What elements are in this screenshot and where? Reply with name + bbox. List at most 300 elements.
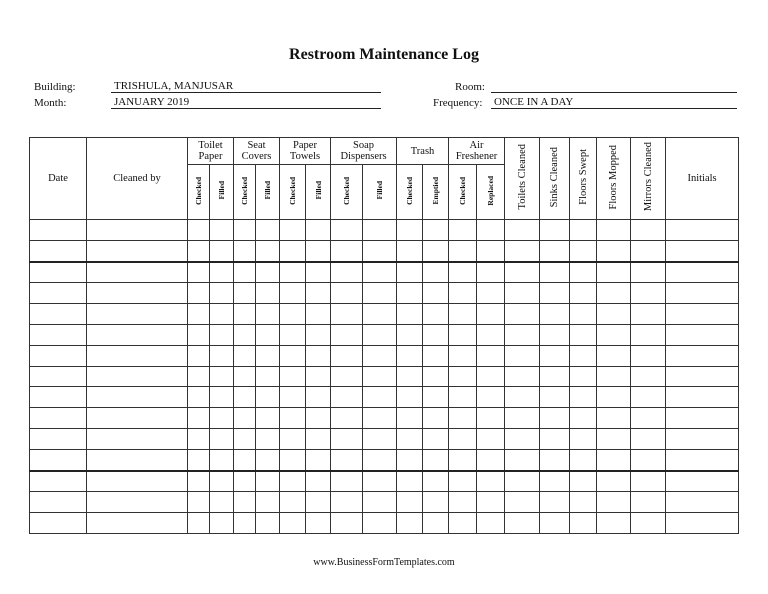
table-cell[interactable] [540, 345, 570, 366]
table-cell[interactable] [397, 366, 423, 387]
table-cell[interactable] [666, 387, 739, 408]
table-cell[interactable] [540, 471, 570, 492]
table-cell[interactable] [30, 304, 87, 325]
table-cell[interactable] [87, 345, 188, 366]
table-cell[interactable] [306, 428, 331, 449]
table-cell[interactable] [30, 492, 87, 513]
table-cell[interactable] [423, 449, 449, 470]
table-cell[interactable] [477, 449, 505, 470]
table-cell[interactable] [234, 492, 256, 513]
table-cell[interactable] [666, 220, 739, 241]
table-cell[interactable] [477, 240, 505, 261]
table-cell[interactable] [30, 408, 87, 429]
table-cell[interactable] [30, 471, 87, 492]
table-cell[interactable] [631, 324, 666, 345]
table-cell[interactable] [666, 408, 739, 429]
table-cell[interactable] [306, 366, 331, 387]
table-cell[interactable] [256, 324, 280, 345]
table-cell[interactable] [331, 220, 363, 241]
table-cell[interactable] [449, 324, 477, 345]
table-cell[interactable] [306, 262, 331, 283]
table-cell[interactable] [423, 471, 449, 492]
table-cell[interactable] [210, 428, 234, 449]
table-cell[interactable] [234, 240, 256, 261]
table-cell[interactable] [477, 262, 505, 283]
table-cell[interactable] [505, 428, 540, 449]
table-cell[interactable] [570, 408, 597, 429]
table-cell[interactable] [631, 492, 666, 513]
table-cell[interactable] [280, 471, 306, 492]
table-cell[interactable] [256, 220, 280, 241]
table-cell[interactable] [30, 428, 87, 449]
table-cell[interactable] [30, 220, 87, 241]
table-cell[interactable] [540, 262, 570, 283]
table-cell[interactable] [540, 220, 570, 241]
table-cell[interactable] [597, 449, 631, 470]
table-cell[interactable] [306, 492, 331, 513]
table-cell[interactable] [423, 283, 449, 304]
table-cell[interactable] [363, 449, 397, 470]
table-cell[interactable] [363, 428, 397, 449]
table-cell[interactable] [597, 283, 631, 304]
table-cell[interactable] [631, 220, 666, 241]
table-cell[interactable] [597, 513, 631, 534]
table-cell[interactable] [256, 304, 280, 325]
table-cell[interactable] [87, 220, 188, 241]
table-cell[interactable] [256, 262, 280, 283]
table-cell[interactable] [234, 449, 256, 470]
table-cell[interactable] [188, 345, 210, 366]
table-cell[interactable] [280, 345, 306, 366]
table-cell[interactable] [306, 345, 331, 366]
table-cell[interactable] [188, 304, 210, 325]
table-cell[interactable] [188, 324, 210, 345]
table-cell[interactable] [597, 428, 631, 449]
table-cell[interactable] [570, 471, 597, 492]
table-cell[interactable] [666, 366, 739, 387]
table-cell[interactable] [363, 324, 397, 345]
table-cell[interactable] [363, 262, 397, 283]
table-cell[interactable] [210, 366, 234, 387]
table-cell[interactable] [397, 304, 423, 325]
table-cell[interactable] [188, 492, 210, 513]
table-cell[interactable] [631, 513, 666, 534]
table-cell[interactable] [505, 304, 540, 325]
table-cell[interactable] [256, 492, 280, 513]
table-cell[interactable] [505, 366, 540, 387]
table-cell[interactable] [666, 492, 739, 513]
table-cell[interactable] [397, 492, 423, 513]
table-cell[interactable] [234, 220, 256, 241]
table-cell[interactable] [570, 345, 597, 366]
table-cell[interactable] [256, 366, 280, 387]
table-cell[interactable] [477, 513, 505, 534]
table-cell[interactable] [666, 324, 739, 345]
table-cell[interactable] [449, 513, 477, 534]
table-cell[interactable] [397, 471, 423, 492]
table-cell[interactable] [477, 345, 505, 366]
table-cell[interactable] [423, 220, 449, 241]
table-cell[interactable] [449, 449, 477, 470]
table-cell[interactable] [280, 262, 306, 283]
table-cell[interactable] [87, 513, 188, 534]
table-cell[interactable] [87, 408, 188, 429]
table-cell[interactable] [597, 304, 631, 325]
table-cell[interactable] [540, 408, 570, 429]
table-cell[interactable] [87, 387, 188, 408]
table-cell[interactable] [631, 471, 666, 492]
table-cell[interactable] [597, 262, 631, 283]
table-cell[interactable] [234, 471, 256, 492]
table-cell[interactable] [210, 345, 234, 366]
table-cell[interactable] [423, 324, 449, 345]
table-cell[interactable] [256, 513, 280, 534]
table-cell[interactable] [331, 283, 363, 304]
table-cell[interactable] [280, 240, 306, 261]
table-cell[interactable] [540, 492, 570, 513]
table-cell[interactable] [449, 283, 477, 304]
table-cell[interactable] [597, 387, 631, 408]
table-cell[interactable] [570, 262, 597, 283]
table-cell[interactable] [210, 304, 234, 325]
table-cell[interactable] [331, 304, 363, 325]
table-cell[interactable] [666, 304, 739, 325]
table-cell[interactable] [256, 408, 280, 429]
building-field[interactable]: TRISHULA, MANJUSAR [111, 80, 381, 93]
table-cell[interactable] [234, 262, 256, 283]
table-cell[interactable] [597, 220, 631, 241]
table-cell[interactable] [449, 262, 477, 283]
table-cell[interactable] [597, 240, 631, 261]
table-cell[interactable] [631, 345, 666, 366]
table-cell[interactable] [30, 324, 87, 345]
table-cell[interactable] [363, 345, 397, 366]
table-cell[interactable] [570, 492, 597, 513]
table-cell[interactable] [397, 513, 423, 534]
table-cell[interactable] [423, 513, 449, 534]
table-cell[interactable] [449, 428, 477, 449]
table-cell[interactable] [331, 240, 363, 261]
table-cell[interactable] [570, 366, 597, 387]
table-cell[interactable] [597, 324, 631, 345]
table-cell[interactable] [540, 283, 570, 304]
table-cell[interactable] [540, 428, 570, 449]
table-cell[interactable] [363, 240, 397, 261]
table-cell[interactable] [87, 304, 188, 325]
table-cell[interactable] [30, 449, 87, 470]
table-cell[interactable] [505, 283, 540, 304]
table-cell[interactable] [477, 492, 505, 513]
table-cell[interactable] [331, 262, 363, 283]
table-cell[interactable] [210, 324, 234, 345]
table-cell[interactable] [666, 471, 739, 492]
table-cell[interactable] [597, 492, 631, 513]
table-cell[interactable] [210, 408, 234, 429]
table-cell[interactable] [210, 220, 234, 241]
table-cell[interactable] [30, 345, 87, 366]
table-cell[interactable] [397, 324, 423, 345]
table-cell[interactable] [210, 262, 234, 283]
table-cell[interactable] [280, 366, 306, 387]
table-cell[interactable] [397, 408, 423, 429]
table-cell[interactable] [87, 366, 188, 387]
table-cell[interactable] [210, 387, 234, 408]
table-cell[interactable] [280, 387, 306, 408]
table-cell[interactable] [234, 304, 256, 325]
table-cell[interactable] [477, 387, 505, 408]
table-cell[interactable] [505, 324, 540, 345]
table-cell[interactable] [505, 387, 540, 408]
table-cell[interactable] [477, 324, 505, 345]
table-cell[interactable] [449, 220, 477, 241]
table-cell[interactable] [331, 471, 363, 492]
table-cell[interactable] [477, 428, 505, 449]
table-cell[interactable] [505, 345, 540, 366]
table-cell[interactable] [449, 492, 477, 513]
table-cell[interactable] [210, 513, 234, 534]
table-cell[interactable] [363, 220, 397, 241]
table-cell[interactable] [540, 513, 570, 534]
table-cell[interactable] [234, 366, 256, 387]
table-cell[interactable] [306, 387, 331, 408]
table-cell[interactable] [477, 366, 505, 387]
table-cell[interactable] [423, 387, 449, 408]
table-cell[interactable] [87, 428, 188, 449]
table-cell[interactable] [363, 513, 397, 534]
table-cell[interactable] [505, 240, 540, 261]
table-cell[interactable] [234, 345, 256, 366]
table-cell[interactable] [631, 262, 666, 283]
table-cell[interactable] [30, 387, 87, 408]
table-cell[interactable] [188, 408, 210, 429]
table-cell[interactable] [280, 492, 306, 513]
table-cell[interactable] [423, 366, 449, 387]
table-cell[interactable] [30, 513, 87, 534]
table-cell[interactable] [631, 449, 666, 470]
table-cell[interactable] [280, 449, 306, 470]
table-cell[interactable] [423, 304, 449, 325]
table-cell[interactable] [477, 220, 505, 241]
table-cell[interactable] [449, 471, 477, 492]
table-cell[interactable] [423, 240, 449, 261]
table-cell[interactable] [188, 240, 210, 261]
table-cell[interactable] [397, 428, 423, 449]
table-cell[interactable] [505, 262, 540, 283]
table-cell[interactable] [234, 513, 256, 534]
table-cell[interactable] [256, 471, 280, 492]
table-cell[interactable] [210, 471, 234, 492]
table-cell[interactable] [280, 408, 306, 429]
table-cell[interactable] [505, 408, 540, 429]
table-cell[interactable] [280, 220, 306, 241]
table-cell[interactable] [234, 408, 256, 429]
table-cell[interactable] [306, 304, 331, 325]
table-cell[interactable] [631, 387, 666, 408]
table-cell[interactable] [87, 240, 188, 261]
table-cell[interactable] [30, 366, 87, 387]
table-cell[interactable] [597, 366, 631, 387]
room-field[interactable] [491, 80, 737, 93]
table-cell[interactable] [570, 304, 597, 325]
table-cell[interactable] [280, 324, 306, 345]
table-cell[interactable] [540, 304, 570, 325]
table-cell[interactable] [631, 283, 666, 304]
table-cell[interactable] [363, 283, 397, 304]
table-cell[interactable] [210, 449, 234, 470]
table-cell[interactable] [570, 513, 597, 534]
table-cell[interactable] [363, 304, 397, 325]
table-cell[interactable] [280, 513, 306, 534]
table-cell[interactable] [597, 471, 631, 492]
table-cell[interactable] [363, 408, 397, 429]
table-cell[interactable] [449, 345, 477, 366]
table-cell[interactable] [477, 471, 505, 492]
table-cell[interactable] [449, 387, 477, 408]
table-cell[interactable] [256, 345, 280, 366]
table-cell[interactable] [631, 366, 666, 387]
table-cell[interactable] [540, 449, 570, 470]
table-cell[interactable] [188, 262, 210, 283]
table-cell[interactable] [234, 283, 256, 304]
table-cell[interactable] [256, 240, 280, 261]
table-cell[interactable] [331, 449, 363, 470]
table-cell[interactable] [256, 387, 280, 408]
frequency-field[interactable]: ONCE IN A DAY [491, 96, 737, 109]
table-cell[interactable] [631, 240, 666, 261]
table-cell[interactable] [570, 428, 597, 449]
table-cell[interactable] [331, 345, 363, 366]
table-cell[interactable] [363, 471, 397, 492]
table-cell[interactable] [210, 283, 234, 304]
table-cell[interactable] [87, 449, 188, 470]
table-cell[interactable] [188, 471, 210, 492]
table-cell[interactable] [666, 449, 739, 470]
table-cell[interactable] [188, 449, 210, 470]
table-cell[interactable] [331, 387, 363, 408]
table-cell[interactable] [666, 262, 739, 283]
table-cell[interactable] [280, 304, 306, 325]
table-cell[interactable] [331, 492, 363, 513]
table-cell[interactable] [397, 387, 423, 408]
table-cell[interactable] [256, 449, 280, 470]
table-cell[interactable] [397, 449, 423, 470]
table-cell[interactable] [188, 220, 210, 241]
table-cell[interactable] [188, 387, 210, 408]
table-cell[interactable] [631, 428, 666, 449]
table-cell[interactable] [449, 304, 477, 325]
table-cell[interactable] [570, 449, 597, 470]
table-cell[interactable] [570, 387, 597, 408]
table-cell[interactable] [477, 304, 505, 325]
table-cell[interactable] [423, 408, 449, 429]
month-field[interactable]: JANUARY 2019 [111, 96, 381, 109]
table-cell[interactable] [540, 387, 570, 408]
table-cell[interactable] [423, 428, 449, 449]
table-cell[interactable] [597, 408, 631, 429]
table-cell[interactable] [306, 324, 331, 345]
table-cell[interactable] [30, 240, 87, 261]
table-cell[interactable] [87, 492, 188, 513]
table-cell[interactable] [505, 471, 540, 492]
table-cell[interactable] [30, 283, 87, 304]
table-cell[interactable] [397, 345, 423, 366]
table-cell[interactable] [477, 408, 505, 429]
table-cell[interactable] [210, 492, 234, 513]
table-cell[interactable] [363, 387, 397, 408]
table-cell[interactable] [306, 513, 331, 534]
table-cell[interactable] [210, 240, 234, 261]
table-cell[interactable] [666, 345, 739, 366]
table-cell[interactable] [570, 240, 597, 261]
table-cell[interactable] [666, 513, 739, 534]
table-cell[interactable] [331, 513, 363, 534]
table-cell[interactable] [306, 240, 331, 261]
table-cell[interactable] [397, 240, 423, 261]
table-cell[interactable] [87, 471, 188, 492]
table-cell[interactable] [306, 220, 331, 241]
table-cell[interactable] [188, 366, 210, 387]
table-cell[interactable] [505, 492, 540, 513]
table-cell[interactable] [331, 408, 363, 429]
table-cell[interactable] [87, 324, 188, 345]
table-cell[interactable] [188, 283, 210, 304]
table-cell[interactable] [477, 283, 505, 304]
table-cell[interactable] [666, 240, 739, 261]
table-cell[interactable] [188, 513, 210, 534]
table-cell[interactable] [256, 428, 280, 449]
table-cell[interactable] [570, 283, 597, 304]
table-cell[interactable] [505, 513, 540, 534]
table-cell[interactable] [597, 345, 631, 366]
table-cell[interactable] [234, 428, 256, 449]
table-cell[interactable] [397, 220, 423, 241]
table-cell[interactable] [30, 262, 87, 283]
table-cell[interactable] [306, 449, 331, 470]
table-cell[interactable] [449, 366, 477, 387]
table-cell[interactable] [540, 366, 570, 387]
table-cell[interactable] [423, 345, 449, 366]
table-cell[interactable] [505, 449, 540, 470]
table-cell[interactable] [423, 262, 449, 283]
table-cell[interactable] [188, 428, 210, 449]
table-cell[interactable] [87, 283, 188, 304]
table-cell[interactable] [505, 220, 540, 241]
table-cell[interactable] [666, 283, 739, 304]
table-cell[interactable] [631, 304, 666, 325]
table-cell[interactable] [87, 262, 188, 283]
table-cell[interactable] [331, 324, 363, 345]
table-cell[interactable] [666, 428, 739, 449]
table-cell[interactable] [397, 283, 423, 304]
table-cell[interactable] [363, 366, 397, 387]
table-cell[interactable] [397, 262, 423, 283]
table-cell[interactable] [363, 492, 397, 513]
table-cell[interactable] [331, 366, 363, 387]
table-cell[interactable] [234, 387, 256, 408]
table-cell[interactable] [540, 240, 570, 261]
table-cell[interactable] [280, 428, 306, 449]
table-cell[interactable] [256, 283, 280, 304]
table-cell[interactable] [280, 283, 306, 304]
table-cell[interactable] [423, 492, 449, 513]
table-cell[interactable] [631, 408, 666, 429]
table-cell[interactable] [540, 324, 570, 345]
table-cell[interactable] [570, 220, 597, 241]
table-cell[interactable] [449, 408, 477, 429]
table-cell[interactable] [306, 471, 331, 492]
table-cell[interactable] [234, 324, 256, 345]
table-cell[interactable] [306, 283, 331, 304]
